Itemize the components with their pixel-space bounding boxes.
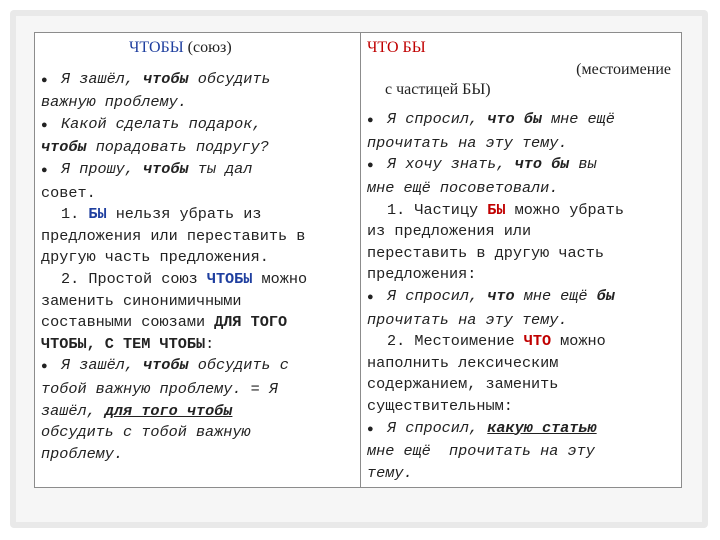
right-example-3: ● Я спросил, что мне ещё бы [367,286,681,310]
right-column-subheader: (местоимение с частицей БЫ) [385,60,671,99]
left-column-chtoby: ЧТОБЫ (союз) ● Я зашёл, чтобы обсудить важную проблему. ● Какой сделать подарок, чтобы порадовать подругу? ● Я прошу, чтобы ты дал совет. 1. БЫ нельзя убрать из предложения или переставить в другую часть предложения. 2. Простой союз ЧТОБЫ можно заменить синонимичными составными союзами ДЛЯ ТОГО ЧТОБЫ, С ТЕМ ЧТОБЫ: ● Я зашёл, чтобы обсудить с тобой важную проблему. = Я зашёл, для того чтобы обсудить с тобой важную проблему. [35,33,361,487]
header-word-chto-by: ЧТО БЫ [367,39,426,56]
right-column-header [367,37,681,59]
bullet-icon: ● [41,164,48,177]
bullet-icon: ● [367,160,374,173]
bullet-icon: ● [41,119,48,132]
bullet-icon: ● [41,361,48,374]
right-example-4: ● Я спросил, какую статью [367,418,681,442]
slide-frame [10,10,708,528]
bullet-icon: ● [367,115,374,128]
left-column-header [41,37,360,59]
left-rule-1: 1. БЫ нельзя убрать из [61,205,262,224]
bullet-icon: ● [367,423,374,436]
right-rule-1: 1. Частицу БЫ можно убрать [387,200,624,219]
left-example-4: ● Я зашёл, чтобы обсудить с [41,355,360,379]
comparison-table [34,32,682,488]
header-word-chtoby: ЧТОБЫ [129,39,184,56]
left-example-3: ● Я прошу, чтобы ты дал [41,159,360,183]
left-example-1: ● Я зашёл, чтобы обсудить [41,69,360,93]
left-rule-2: 2. Простой союз ЧТОБЫ можно [61,269,308,288]
slide-content [16,16,702,522]
right-example-1: ● Я спросил, что бы мне ещё [367,109,681,133]
left-example-2: ● Какой сделать подарок, [41,114,360,138]
right-column-chto-by: ЧТО БЫ (местоимение с частицей БЫ) ● Я спросил, что бы мне ещё прочитать на эту тему. ● Я хочу знать, что бы вы мне ещё посоветовали. 1. Частицу БЫ можно убрать из предложения или переставить в другую часть предложения: ● Я спросил, что мне ещё бы прочитать на эту тему. 2. Местоимение ЧТО можно наполнить лексическим содержанием, заменить существительным: ● Я спросил, какую статью мне ещё прочитать на эту тему. [361,33,681,487]
bullet-icon: ● [367,291,374,304]
bullet-icon: ● [41,74,48,87]
right-example-2: ● Я хочу знать, что бы вы [367,154,681,178]
right-rule-2: 2. Местоимение ЧТО можно [387,332,606,351]
header-type: (союз) [183,39,232,56]
